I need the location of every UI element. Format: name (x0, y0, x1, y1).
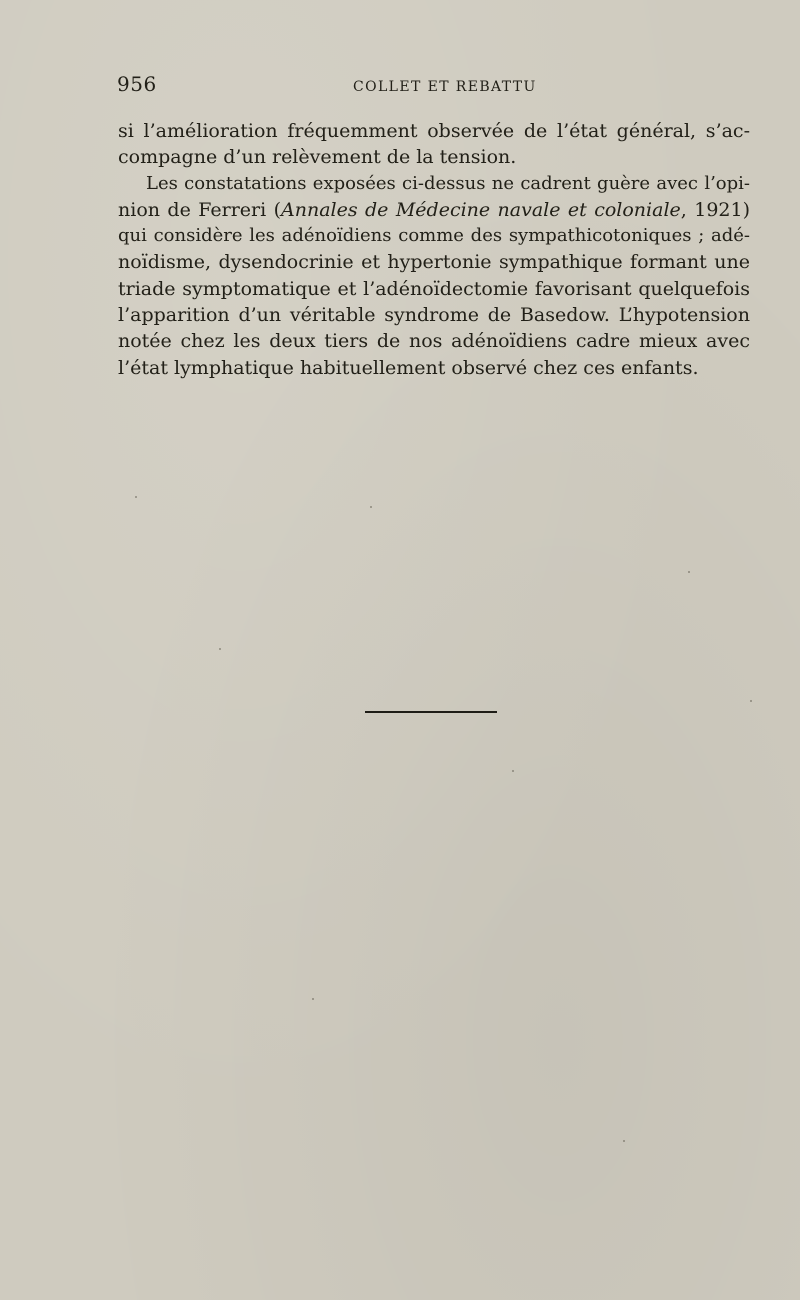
paper-speck (512, 770, 514, 772)
paragraph-2-line-5: triade symptomatique et l’adénoïdectomie favorisant quelquefois (118, 277, 750, 300)
citation-suffix: , 1921) (680, 198, 750, 221)
citation-prefix: nion de Ferreri ( (118, 198, 282, 221)
paragraph-1-line-1: si l’amélioration fréquemment observée de l’état général, s’ac- (118, 120, 750, 142)
paper-speck (370, 506, 372, 508)
end-of-article-rule (365, 711, 497, 713)
paragraph-2-line-3: qui considère les adénoïdiens comme des sympathicotoniques ; adé- (118, 225, 750, 247)
paper-speck (688, 571, 690, 573)
paragraph-2-line-6: l’apparition d’un véritable syndrome de Basedow. L’hypotension (118, 304, 750, 327)
paragraph-2-line-4: noïdisme, dysendocrinie et hypertonie sympathique formant une (118, 251, 750, 274)
body-text (118, 118, 750, 381)
paragraph-1-line-2: compagne d’un relèvement de la tension. (118, 146, 517, 169)
paper-speck (219, 648, 221, 650)
paper-speck (623, 1140, 625, 1142)
paragraph-2-line-1: Les constatations exposées ci-dessus ne cadrent guère avec l’opi- (146, 172, 750, 194)
running-head: COLLET ET REBATTU (353, 79, 537, 95)
paragraph-2-line-7: notée chez les deux tiers de nos adénoïdiens cadre mieux avec (118, 330, 750, 353)
page-number: 956 (117, 72, 157, 96)
paper-speck (312, 998, 314, 1000)
paper-speck (135, 496, 137, 498)
paragraph-2-line-8: l’état lymphatique habituellement observé chez ces enfants. (118, 356, 699, 379)
paragraph-2-line-2 (118, 197, 750, 223)
citation-journal: Annales de Médecine navale et coloniale (281, 198, 681, 221)
paper-speck (750, 700, 752, 702)
